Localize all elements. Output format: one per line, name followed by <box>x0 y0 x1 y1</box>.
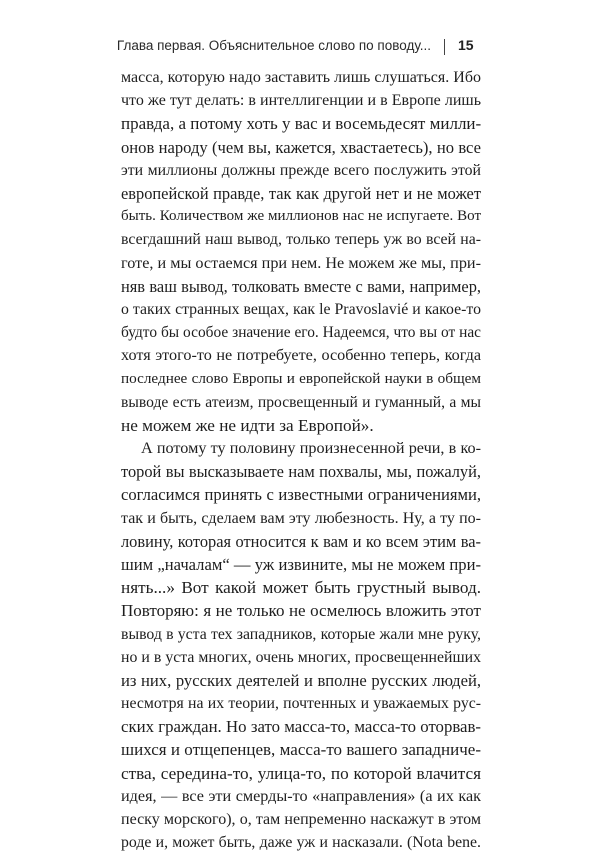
text-line: эти миллионы должны прежде всего послужить этой <box>121 161 481 179</box>
chapter-title: Глава первая. Объяснительное слово по поводу... <box>116 38 431 53</box>
paragraph-first-line: А потому ту половину произнесенной речи, в ко- <box>141 439 481 457</box>
text-line: о таких странных вещах, как le Pravoslavié и какое-то <box>121 300 481 318</box>
text-line: всегдашний наш вывод, только теперь уж во всей на- <box>121 231 481 249</box>
paragraph-end-line: не можем же не идти за Европой». <box>121 415 374 435</box>
text-line: роде и, может быть, даже уж и насказали. (Nota bene. <box>121 834 481 852</box>
text-line: шим „началам“ — уж извините, мы не можем при- <box>121 554 481 574</box>
text-line: хотя этого-то не потребуете, особенно теперь, когда <box>121 346 481 365</box>
text-line: быть. Количеством же миллионов нас не испугаете. Вот <box>121 208 481 225</box>
text-line: ловину, которая относится к вам и ко всем этим ва- <box>121 531 481 551</box>
text-line: онов народу (чем вы, кажется, хвастаетесь), но все <box>121 137 481 157</box>
text-line: из них, русских деятелей и вполне русских людей, <box>121 670 481 690</box>
text-line: правда, а потому хоть у вас и восемьдесят милли- <box>121 114 482 134</box>
body-text <box>121 66 481 854</box>
text-line: так и быть, сделаем вам эту любезность. Ну, а ту по- <box>121 509 481 527</box>
text-line: но и в уста многих, очень многих, просвещеннейших <box>121 648 481 666</box>
text-line: торой вы высказываете нам похвалы, мы, пожалуй, <box>121 462 481 482</box>
text-line: готе, и мы остаемся при нем. Не можем же мы, при- <box>121 253 481 272</box>
text-line: последнее слово Европы и европейской науки в общем <box>121 370 481 388</box>
text-line: нять...» Вот какой может быть грустный вывод. <box>121 578 481 598</box>
text-line: европейской правде, так как другой нет и не может <box>121 183 481 203</box>
header-separator <box>444 39 445 55</box>
text-line: ских граждан. Но зато масса-то, масса-то оторвав- <box>121 717 481 737</box>
text-line: масса, которую надо заставить лишь слушаться. Ибо <box>121 69 481 86</box>
text-line: согласимся принять с известными ограничениями, <box>121 485 481 505</box>
text-line: песку морского), о, там непременно наскажут в этом <box>121 811 481 828</box>
page-number: 15 <box>458 37 474 53</box>
text-line: вывод в уста тех западников, которые жали мне руку, <box>121 625 481 643</box>
text-line: будто бы особое значение его. Надеемся, что вы от нас <box>121 324 481 342</box>
text-line: несмотря на их теории, почтенных и уважаемых рус- <box>121 695 481 713</box>
text-line: что же тут делать: в интеллигенции и в Европе лишь <box>121 92 481 110</box>
text-line: шихся и отщепенцев, масса-то вашего западниче- <box>121 740 481 760</box>
text-line: идея, — все эти смерды-то «направления» (а их как <box>121 786 481 805</box>
text-line: ства, середина-то, улица-то, по которой влачится <box>121 763 481 783</box>
text-line: Повторяю: я не только не осмелюсь вложить этот <box>121 601 481 621</box>
running-head <box>0 38 600 58</box>
text-line: няв ваш вывод, толковать вместе с вами, например, <box>121 276 481 296</box>
text-line: выводе есть атеизм, просвещенный и гуманный, а мы <box>121 393 481 411</box>
